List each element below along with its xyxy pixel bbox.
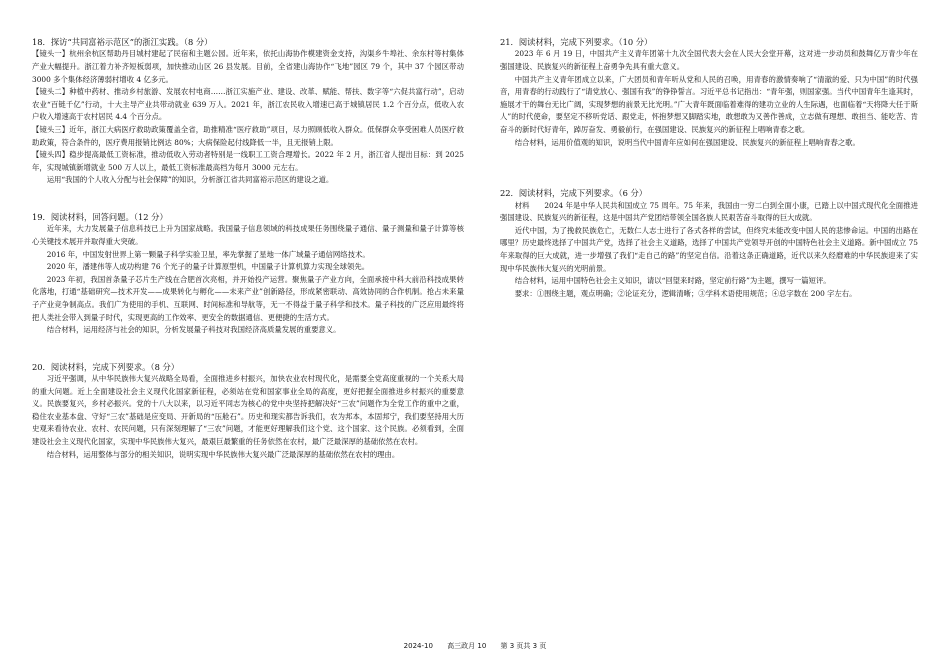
q18-question: 运用“我国的个人收入分配与社会保障”的知识，分析浙江省共同富裕示范区的建设之道。 [46,175,334,185]
q19-paragraph-3: 2020 年，潘建伟等人成功构建 76 个光子的量子计算原型机，中国量子计算机算力实现全球领先。 [46,262,370,272]
q18-paragraph-4: 【镜头四】稳步提高最低工资标准，推动低收入劳动者特别是一线职工工资合理增长。2022 年 2 月，浙江省人提出目标：到 2025 年，实现城镇新增就业 500 万人以上，最低工资标准最高档为每月 3000 元左右。 [32,150,464,172]
q22-material: 材料 2024 年是中华人民共和国成立 75 周年。75 年来，我国由一穷二白到全面小康，已踏上以中国式现代化全面推进强国建设、民族复兴的新征程，这是中国共产党团结带领全国各族人民艰苦奋斗取得的巨大成就。 [500,200,918,223]
q22-question: 结合材料，运用中国特色社会主义知识，请以“回望来时路，坚定前行路”为主题，撰写一篇短评。 [514,276,831,286]
q21-question: 结合材料，运用价值观的知识，说明当代中国青年应如何在强国建设、民族复兴的新征程上唱响青春之歌。 [514,137,860,147]
q20-question: 结合材料，运用整体与部分的相关知识，说明实现中华民族伟大复兴最广泛最深厚的基础依然在农村的理由。 [46,449,400,459]
question-21-title: 21．阅读材料，完成下列要求。（10 分） [500,37,653,47]
footer-exam: 高三政月 10 [447,642,487,650]
footer-page-number: 第 3 页共 3 页 [500,642,547,650]
question-22 [500,187,918,300]
q22-requirements: 要求：①围绕主题，观点明确；②论证充分，逻辑清晰；③学科术语使用规范；④总字数在 200 字左右。 [514,288,857,298]
question-19 [32,211,464,337]
q18-paragraph-1: 【镜头一】杭州余杭区帮助丹目城村建起了民宿和主题公园。近年来，依托山海协作模建资金支持，沟渠乡牛埠社、余东村等村集体产业大幅提升。浙江着力补齐短板弱项，加快推动山区 26 县发展。目前，全省建山海协作“飞地”园区 79 个，其中 37 个园区带动 3000 多个集体经济薄弱村增收 4 亿多元。 [32,49,464,84]
q21-paragraph-1: 2023 年 6 月 19 日，中国共产主义青年团第十九次全国代表大会在人民大会堂开幕，这对进一步动员和鼓舞亿万青少年在强国建设、民族复兴的新征程上奋勇争先具有重大意义。 [500,49,918,71]
right-column [500,36,918,300]
question-21 [500,36,918,149]
q21-paragraph-2: 中国共产主义青年团成立以来，广大团员和青年听从党和人民的召唤，用青春的激情奏响了“清澈的爱、只为中国”的时代强音，用青春的行动践行了“请党放心、强国有我”的铮铮誓言。习近平总书记指出：“青年强，则国家强。当代中国青年生逢其时，施展才干的舞台无比广阔，实现梦想的前景无比光明。”广大青年既面临着难得的建功立业的人生际遇，也面临着“天将降大任于斯人”的时代使命，要坚定不移听党话、跟党走，怀抱梦想又脚踏实地，敢想敢为又善作善成，立志做有理想、敢担当、能吃苦、肯奋斗的新时代好青年，踔厉奋发、勇毅前行，在强国建设、民族复兴的新征程上唱响青春之歌。 [500,74,918,134]
q18-paragraph-3: 【镜头三】近年，浙江大病医疗救助政策覆盖全省，助推精准“医疗救助”项目，尽力照顾低收入群众。低保群众享受困难人员医疗救助政策，符合条件的，医疗费用报销比例达 80%；大病保险起付线降低一半，且无报销上限。 [32,124,464,147]
q18-paragraph-2: 【镜头二】种植中药材、推动乡村旅游、发展农村电商……浙江实施产业、建设、改革、赋能、帮扶、数字等“六促共富行动”，启动农业“百链千亿”行动，十大主导产业共带动就业 639 万人。2021 年，浙江农民收入增速已高于城镇居民 1.2 个百分点，低收入农户收入增速高于农村居民 4.4 个百分点。 [32,87,464,122]
question-19-title: 19．阅读材料，回答问题。（12 分） [32,211,168,222]
question-22-title: 22．阅读材料，完成下列要求。（6 分） [500,188,648,199]
footer-date: 2024-10 [403,642,433,650]
question-18-title: 18．探访“共同富裕示范区”的浙江实践。（8 分） [32,37,213,47]
q20-paragraph-1: 习近平强调，从中华民族伟大复兴战略全局看，全面推进乡村振兴，加快农业农村现代化，是需要全党高度重视的一个关系大局的重大问题。近上全面建设社会主义现代化国家新征程，必须站在党和国家事业全局的高度，更好把握全面推进乡村振兴的重要意义。民族要复兴，乡村必振兴。党的十八大以来，以习近平同志为核心的党中央坚持把解决好“三农”问题作为全党工作的重中之重，稳住农业基本盘、守好“三农”基础是应变局、开新局的“压舱石”。历史和现实都告诉我们，农为邦本，本固邦宁，我们要坚持用大历史观来看待农业、农村、农民问题，只有深刻理解了“三农”问题，才能更好理解我们这个党、这个国家、这个民族。必须看到，全面建设社会主义现代化国家，实现中华民族伟大复兴，最艰巨最繁重的任务依然在农村，最广泛最深厚的基础依然在农村。 [32,374,464,447]
q19-paragraph-2: 2016 年，中国发射世界上第一颗量子科学实验卫星，率先掌握了星地一体广域量子通信网络技术。 [46,249,370,259]
left-column [32,36,464,461]
q22-paragraph-2: 近代中国，为了挽救民族危亡，无数仁人志士进行了各式各样的尝试，但终究未能改变中国人民的悲惨命运。中国的出路在哪里？历史最终选择了中国共产党，选择了社会主义道路，选择了中国共产党领导开创的中国特色社会主义道路。新中国成立 75 年来取得的巨大成就，进一步增强了我们“走自己的路”的坚定自信。沿着这条正确道路，近代以来久经磨难的中华民族迎来了实现中华民族伟大复兴的光明前景。 [500,225,918,273]
q19-question: 结合材料，运用经济与社会的知识，分析发展量子科技对我国经济高质量发展的重要意义。 [46,325,341,335]
page-footer [0,641,950,651]
q19-paragraph-4: 2023 年初，我国首条量子芯片生产线在合肥首次亮相，并开始投产运营。聚焦量子产业方向，全面承接中科大前沿科技成果转化落地，打通“基础研究—技术开发——成果转化与孵化——未来产业”创新路径，形成紧密联动、高效协同的合作机制。抢占未来量子产业竞争制高点。我们广为使用的手机、互联网、时间标准和导航等，无一不得益于量子科学和技术。量子科技的广泛应用最终将把人类社会带入到量子时代，实现更高的工作效率、更安全的数据通信、更便捷的生活方式。 [32,274,464,322]
question-20 [32,361,464,462]
question-18 [32,36,464,187]
question-20-title: 20．阅读材料，完成下列要求。（8 分） [32,361,180,372]
q19-paragraph-1: 近年来，大力发展量子信息科技已上升为国家战略。我国量子信息领域的科技成果任务围绕量子通信、量子测量和量子计算等核心关键技术展开并取得重大突破。 [32,224,464,246]
